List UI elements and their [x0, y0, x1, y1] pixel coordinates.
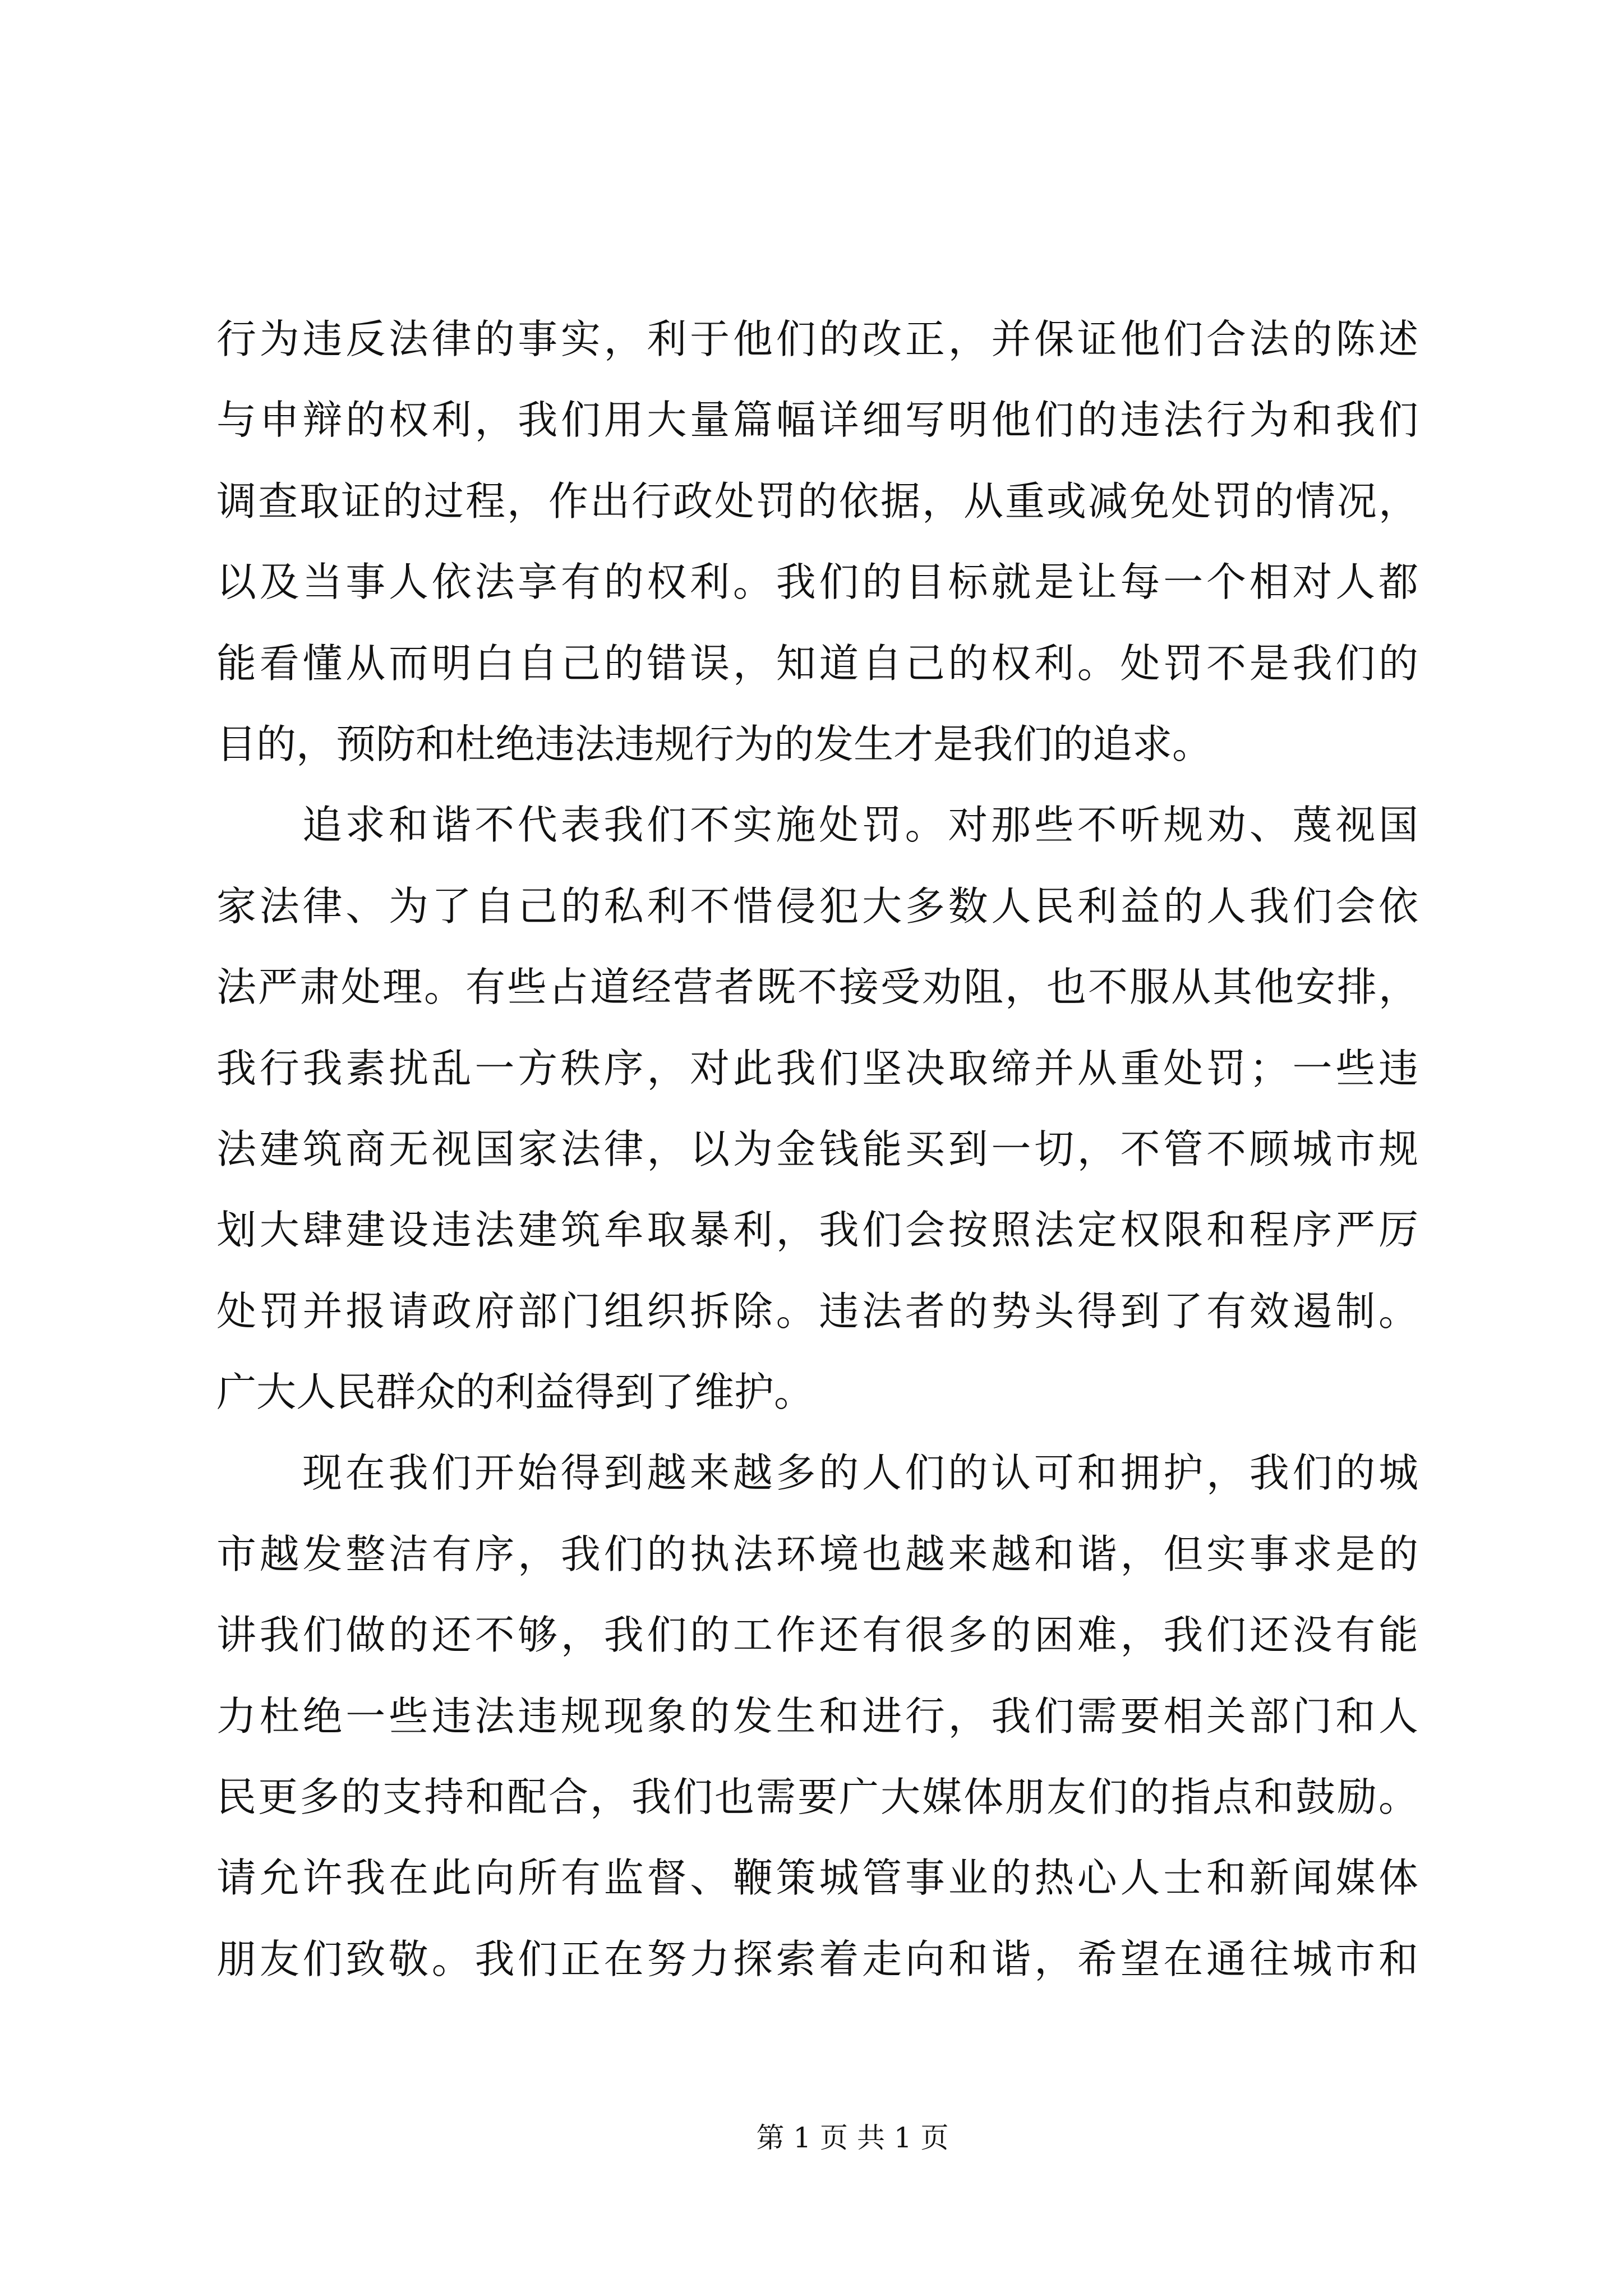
- body-line: 处罚并报请政府部门组织拆除。违法者的势头得到了有效遏制。: [216, 1287, 1418, 1335]
- body-line: 请允许我在此向所有监督、鞭策城管事业的热心人士和新闻媒体: [216, 1855, 1418, 1902]
- body-line: 目的，预防和杜绝违法违规行为的发生才是我们的追求。: [216, 720, 1212, 767]
- body-line: 法严肃处理。有些占道经营者既不接受劝阻，也不服从其他安排，: [216, 964, 1418, 1011]
- body-line: 讲我们做的还不够，我们的工作还有很多的困难，我们还没有能: [216, 1612, 1418, 1659]
- body-line: 以及当事人依法享有的权利。我们的目标就是让每一个相对人都: [216, 559, 1418, 606]
- body-line: 行为违反法律的事实，利于他们的改正，并保证他们合法的陈述: [216, 316, 1418, 362]
- body-line: 法建筑商无视国家法律，以为金钱能买到一切，不管不顾城市规: [216, 1125, 1418, 1172]
- page-number-footer: 第 1 页 共 1 页: [756, 2122, 949, 2154]
- body-line: 追求和谐不代表我们不实施处罚。对那些不听规劝、蔑视国: [302, 802, 1418, 849]
- document-body: [216, 299, 1418, 2000]
- body-line: 力杜绝一些违法违规现象的发生和进行，我们需要相关部门和人: [216, 1692, 1418, 1740]
- body-line: 划大肆建设违法建筑牟取暴利，我们会按照法定权限和程序严厉: [216, 1207, 1418, 1254]
- body-line: 朋友们致敬。我们正在努力探索着走向和谐，希望在通往城市和: [216, 1935, 1418, 1982]
- body-line: 调查取证的过程，作出行政处罚的依据，从重或减免处罚的情况，: [216, 477, 1418, 524]
- body-line: 与申辩的权利，我们用大量篇幅详细写明他们的违法行为和我们: [216, 397, 1418, 444]
- paragraph: [216, 785, 1418, 1433]
- body-line: 现在我们开始得到越来越多的人们的认可和拥护，我们的城: [302, 1450, 1418, 1497]
- paragraph: [216, 1433, 1418, 2000]
- body-line: 能看懂从而明白自己的错误，知道自己的权利。处罚不是我们的: [216, 639, 1418, 687]
- body-line: 市越发整洁有序，我们的执法环境也越来越和谐，但实事求是的: [216, 1530, 1418, 1577]
- body-line: 我行我素扰乱一方秩序，对此我们坚决取缔并从重处罚；一些违: [216, 1045, 1418, 1092]
- paragraph: [216, 299, 1418, 785]
- body-line: 家法律、为了自己的私利不惜侵犯大多数人民利益的人我们会依: [216, 882, 1418, 930]
- body-line: 广大人民群众的利益得到了维护。: [216, 1369, 814, 1416]
- body-line: 民更多的支持和配合，我们也需要广大媒体朋友们的指点和鼓励。: [216, 1774, 1418, 1821]
